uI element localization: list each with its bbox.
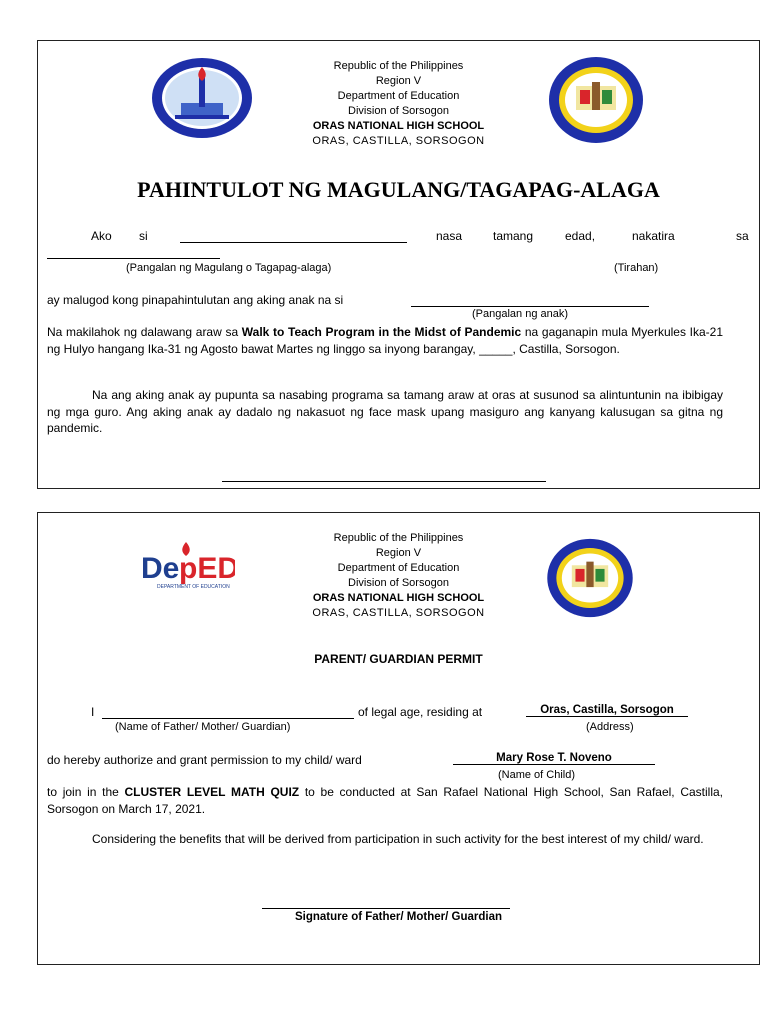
header-republic: Republic of the Philippines [333,532,464,544]
word-ako: Ako [91,229,112,243]
caption-child-name: (Name of Child) [498,769,576,781]
para1-text-end: na gaganapin mula Myerkules Ika-21 ng Hulyo hangang Ika-31 ng Agosto bawat Martes ng linggo sa inyong barangay, _____, Castilla, Sorsogon. [47,325,723,356]
word-nakatira: nakatira [632,229,675,243]
header-division: Division of Sorsogon [348,105,449,117]
signature-label: Signature of Father/ Mother/ Guardian [294,911,503,923]
header-school-address: ORAS, CASTILLA, SORSOGON [312,607,485,619]
address-field[interactable]: Oras, Castilla, Sorsogon [526,704,688,717]
caption-address: (Tirahan) [614,262,659,274]
paragraph-event [47,784,723,817]
parent-name-field[interactable] [180,242,407,243]
signature-line[interactable] [262,908,510,909]
form-title: PARENT/ GUARDIAN PERMIT [314,652,483,666]
svg-text:De: De [141,552,180,585]
word-tamang: tamang [493,229,534,243]
svg-text:pED: pED [179,552,235,585]
permit-form-filipino [37,40,760,489]
event-name: CLUSTER LEVEL MATH QUIZ [124,785,300,799]
parent-name-field[interactable] [102,718,354,719]
word-edad: edad, [565,229,596,243]
word-si: si [139,229,148,243]
word-i: I [91,705,95,719]
header-division: Division of Sorsogon [348,577,449,589]
address-field[interactable] [47,258,220,259]
school-header [38,59,759,149]
para1-text-end: to be conducted at San Rafael National High School, San Rafael, Castilla, Sorsogon on March 17, 2021. [47,785,723,816]
school-header [38,531,759,621]
program-name: Walk to Teach Program in the Midst of Pandemic [241,325,522,339]
authorize-line: do hereby authorize and grant permission to my child/ ward [47,753,362,767]
permit-form-english [37,512,760,965]
caption-address: (Address) [586,721,634,733]
header-school-name: ORAS NATIONAL HIGH SCHOOL [312,592,485,604]
para1-text-start: Na makilahok ng dalawang araw sa [47,325,242,339]
caption-parent-name: (Pangalan ng Magulang o Tagapag-alaga) [126,262,332,274]
para1-text-start: to join in the [47,785,125,799]
word-nasa: nasa [436,229,463,243]
form-title: PAHINTULOT NG MAGULANG/TAGAPAG-ALAGA [137,177,660,202]
header-school-address: ORAS, CASTILLA, SORSOGON [312,135,485,147]
legal-age-text: of legal age, residing at [358,705,483,719]
child-name-field[interactable] [411,306,649,307]
child-name-field[interactable]: Mary Rose T. Noveno [453,752,655,765]
caption-child-name: (Pangalan ng anak) [472,308,569,320]
header-school-name: ORAS NATIONAL HIGH SCHOOL [312,120,485,132]
paragraph-benefits: Considering the benefits that will be derived from participation in such activity for the best interest of my child/ ward. [92,832,704,846]
header-department: Department of Education [337,562,460,574]
header-department: Department of Education [337,90,460,102]
svg-text:DEPARTMENT OF EDUCATION: DEPARTMENT OF EDUCATION [157,584,230,590]
signature-line[interactable] [222,481,546,482]
header-region: Region V [375,75,422,87]
header-republic: Republic of the Philippines [333,60,464,72]
caption-parent-name: (Name of Father/ Mother/ Guardian) [115,721,291,733]
word-sa: sa [736,229,749,243]
header-region: Region V [375,547,422,559]
paragraph-rules: Na ang aking anak ay pupunta sa nasabing programa sa tamang araw at oras at susunod sa alintuntunin na ibibigay ng mga guro. Ang aking anak ay dadalo ng nakasuot ng face mask upang masiguro ang kanyang kalusugan sa gitna ng pandemic. [47,388,723,435]
consent-line: ay malugod kong pinapahintulutan ang aking anak na si [47,293,344,307]
paragraph-program [47,324,723,357]
